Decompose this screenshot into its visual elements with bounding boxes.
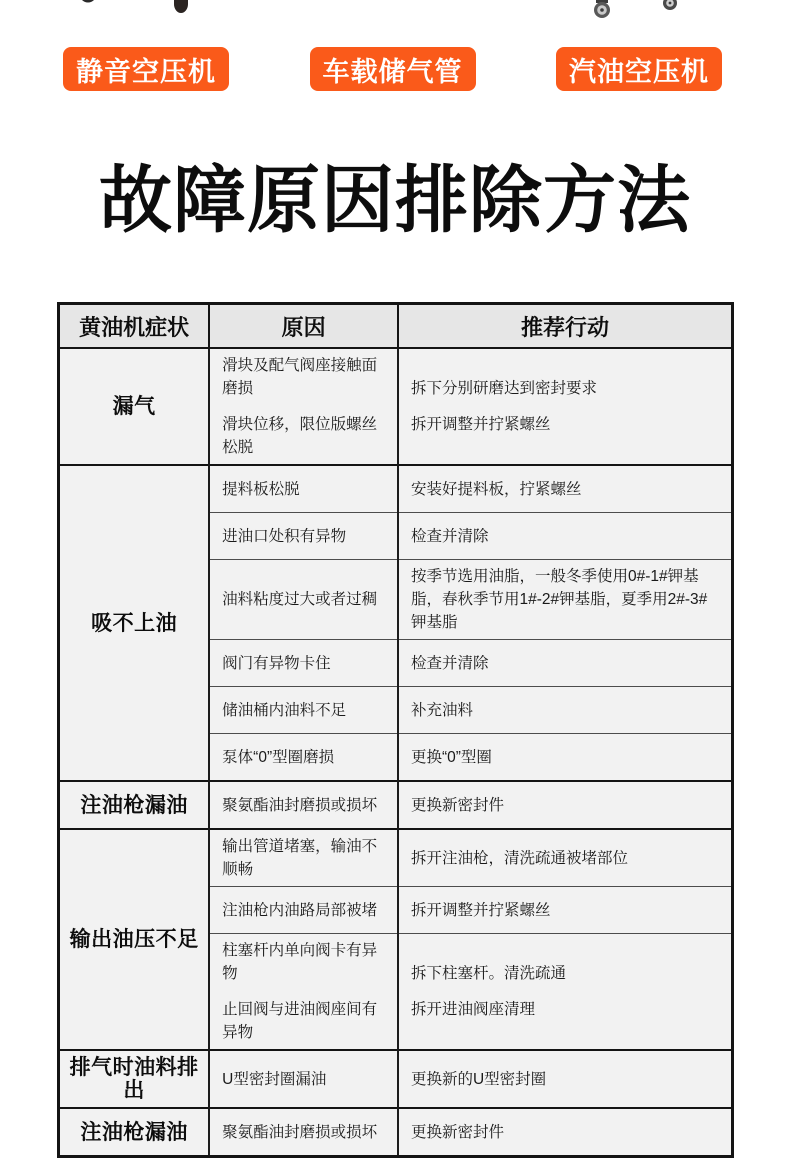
action-text: 按季节选用油脂，一般冬季使用0#-1#钾基脂，春秋季节用1#-2#钾基脂，夏季用2#-3#钾基脂 — [410, 568, 708, 631]
small-wheel-icon — [662, 0, 678, 17]
action-cell — [398, 513, 733, 560]
action-text: 拆开调整并拧紧螺丝 — [410, 901, 551, 919]
table-row — [59, 829, 733, 887]
action-cell — [398, 560, 733, 640]
action-text: 更换新的U型密封圈 — [410, 1070, 547, 1088]
action-cell — [398, 1050, 733, 1108]
cause-text: 储油桶内油料不足 — [222, 701, 347, 719]
cause-cell — [209, 934, 398, 1051]
action-cell — [398, 640, 733, 687]
symptom-cell: 吸不上油 — [59, 465, 210, 781]
cause-cell — [209, 560, 398, 640]
cause-text: 滑块位移，限位版螺丝松脱 — [222, 416, 378, 456]
action-cell — [398, 934, 733, 1051]
cause-cell — [209, 781, 398, 829]
category-button-gasoline-compressor[interactable]: 汽油空压机 — [556, 47, 722, 91]
cause-text: 油料粘度过大或者过稠 — [222, 591, 378, 608]
cause-text: 聚氨酯油封磨损或损坏 — [222, 796, 378, 814]
cause-cell — [209, 1108, 398, 1157]
table-header-row — [59, 304, 733, 349]
cause-cell — [209, 513, 398, 560]
action-cell — [398, 887, 733, 934]
cause-cell — [209, 640, 398, 687]
caster-wheel-icon — [591, 0, 613, 24]
cause-cell — [209, 1050, 398, 1108]
action-text: 拆开进油阀座清理 — [410, 1001, 535, 1018]
symptom-cell: 漏气 — [59, 348, 210, 465]
action-cell — [398, 465, 733, 513]
cause-cell — [209, 734, 398, 782]
action-cell — [398, 1108, 733, 1157]
dark-wheel-icon — [172, 0, 190, 19]
action-text: 检查并清除 — [410, 527, 489, 545]
page-title: 故障原因排除方法 — [99, 160, 691, 241]
header-cause: 原因 — [209, 304, 398, 349]
symptom-cell: 输出油压不足 — [59, 829, 210, 1050]
action-text: 拆下分别研磨达到密封要求 — [410, 380, 597, 397]
cause-text: U型密封圈漏油 — [222, 1070, 327, 1088]
wheel-rim-icon — [78, 0, 98, 13]
table-row — [59, 781, 733, 829]
action-text: 更换新密封件 — [410, 1123, 504, 1141]
fault-table-body — [59, 348, 733, 1157]
cause-text: 进油口处积有异物 — [222, 527, 347, 545]
cause-text: 滑块及配气阀座接触面磨损 — [222, 357, 378, 397]
table-row — [59, 465, 733, 513]
cause-text: 柱塞杆内单向阀卡有异物 — [222, 942, 378, 982]
action-cell — [398, 734, 733, 782]
cause-text: 注油枪内油路局部被堵 — [222, 901, 378, 919]
cause-text: 提料板松脱 — [222, 480, 300, 498]
action-cell — [398, 829, 733, 887]
cause-text: 阀门有异物卡住 — [222, 654, 331, 672]
cause-cell — [209, 687, 398, 734]
cause-cell — [209, 465, 398, 513]
symptom-cell: 排气时油料排出 — [59, 1050, 210, 1108]
action-text: 补充油料 — [410, 701, 473, 719]
cause-text: 泵体“0”型圈磨损 — [222, 748, 335, 766]
cause-text: 输出管道堵塞，输油不顺畅 — [222, 838, 378, 878]
action-text: 拆开调整并拧紧螺丝 — [410, 416, 551, 433]
action-text: 拆开注油枪，清洗疏通被堵部位 — [410, 849, 628, 867]
cause-text: 聚氨酯油封磨损或损坏 — [222, 1123, 378, 1141]
action-text: 更换新密封件 — [410, 796, 504, 814]
table-row — [59, 1050, 733, 1108]
category-button-silent-compressor[interactable]: 静音空压机 — [63, 47, 229, 91]
action-text: 检查并清除 — [410, 654, 489, 672]
symptom-cell: 注油枪漏油 — [59, 1108, 210, 1157]
category-button-row — [63, 47, 722, 91]
action-cell — [398, 348, 733, 465]
category-button-vehicle-air-tank[interactable]: 车载储气管 — [310, 47, 476, 91]
action-text: 拆下柱塞杆。清洗疏通 — [410, 965, 566, 982]
action-cell — [398, 781, 733, 829]
fault-table — [57, 302, 734, 1158]
symptom-cell: 注油枪漏油 — [59, 781, 210, 829]
table-row — [59, 348, 733, 465]
product-photo-strip — [0, 0, 790, 24]
cause-cell — [209, 348, 398, 465]
cause-text: 止回阀与进油阀座间有异物 — [222, 1001, 378, 1041]
table-row — [59, 1108, 733, 1157]
header-symptom: 黄油机症状 — [59, 304, 210, 349]
cause-cell — [209, 829, 398, 887]
action-text: 安装好提料板，拧紧螺丝 — [410, 480, 582, 498]
header-action: 推荐行动 — [398, 304, 733, 349]
action-text: 更换“0”型圈 — [410, 748, 492, 766]
cause-cell — [209, 887, 398, 934]
action-cell — [398, 687, 733, 734]
